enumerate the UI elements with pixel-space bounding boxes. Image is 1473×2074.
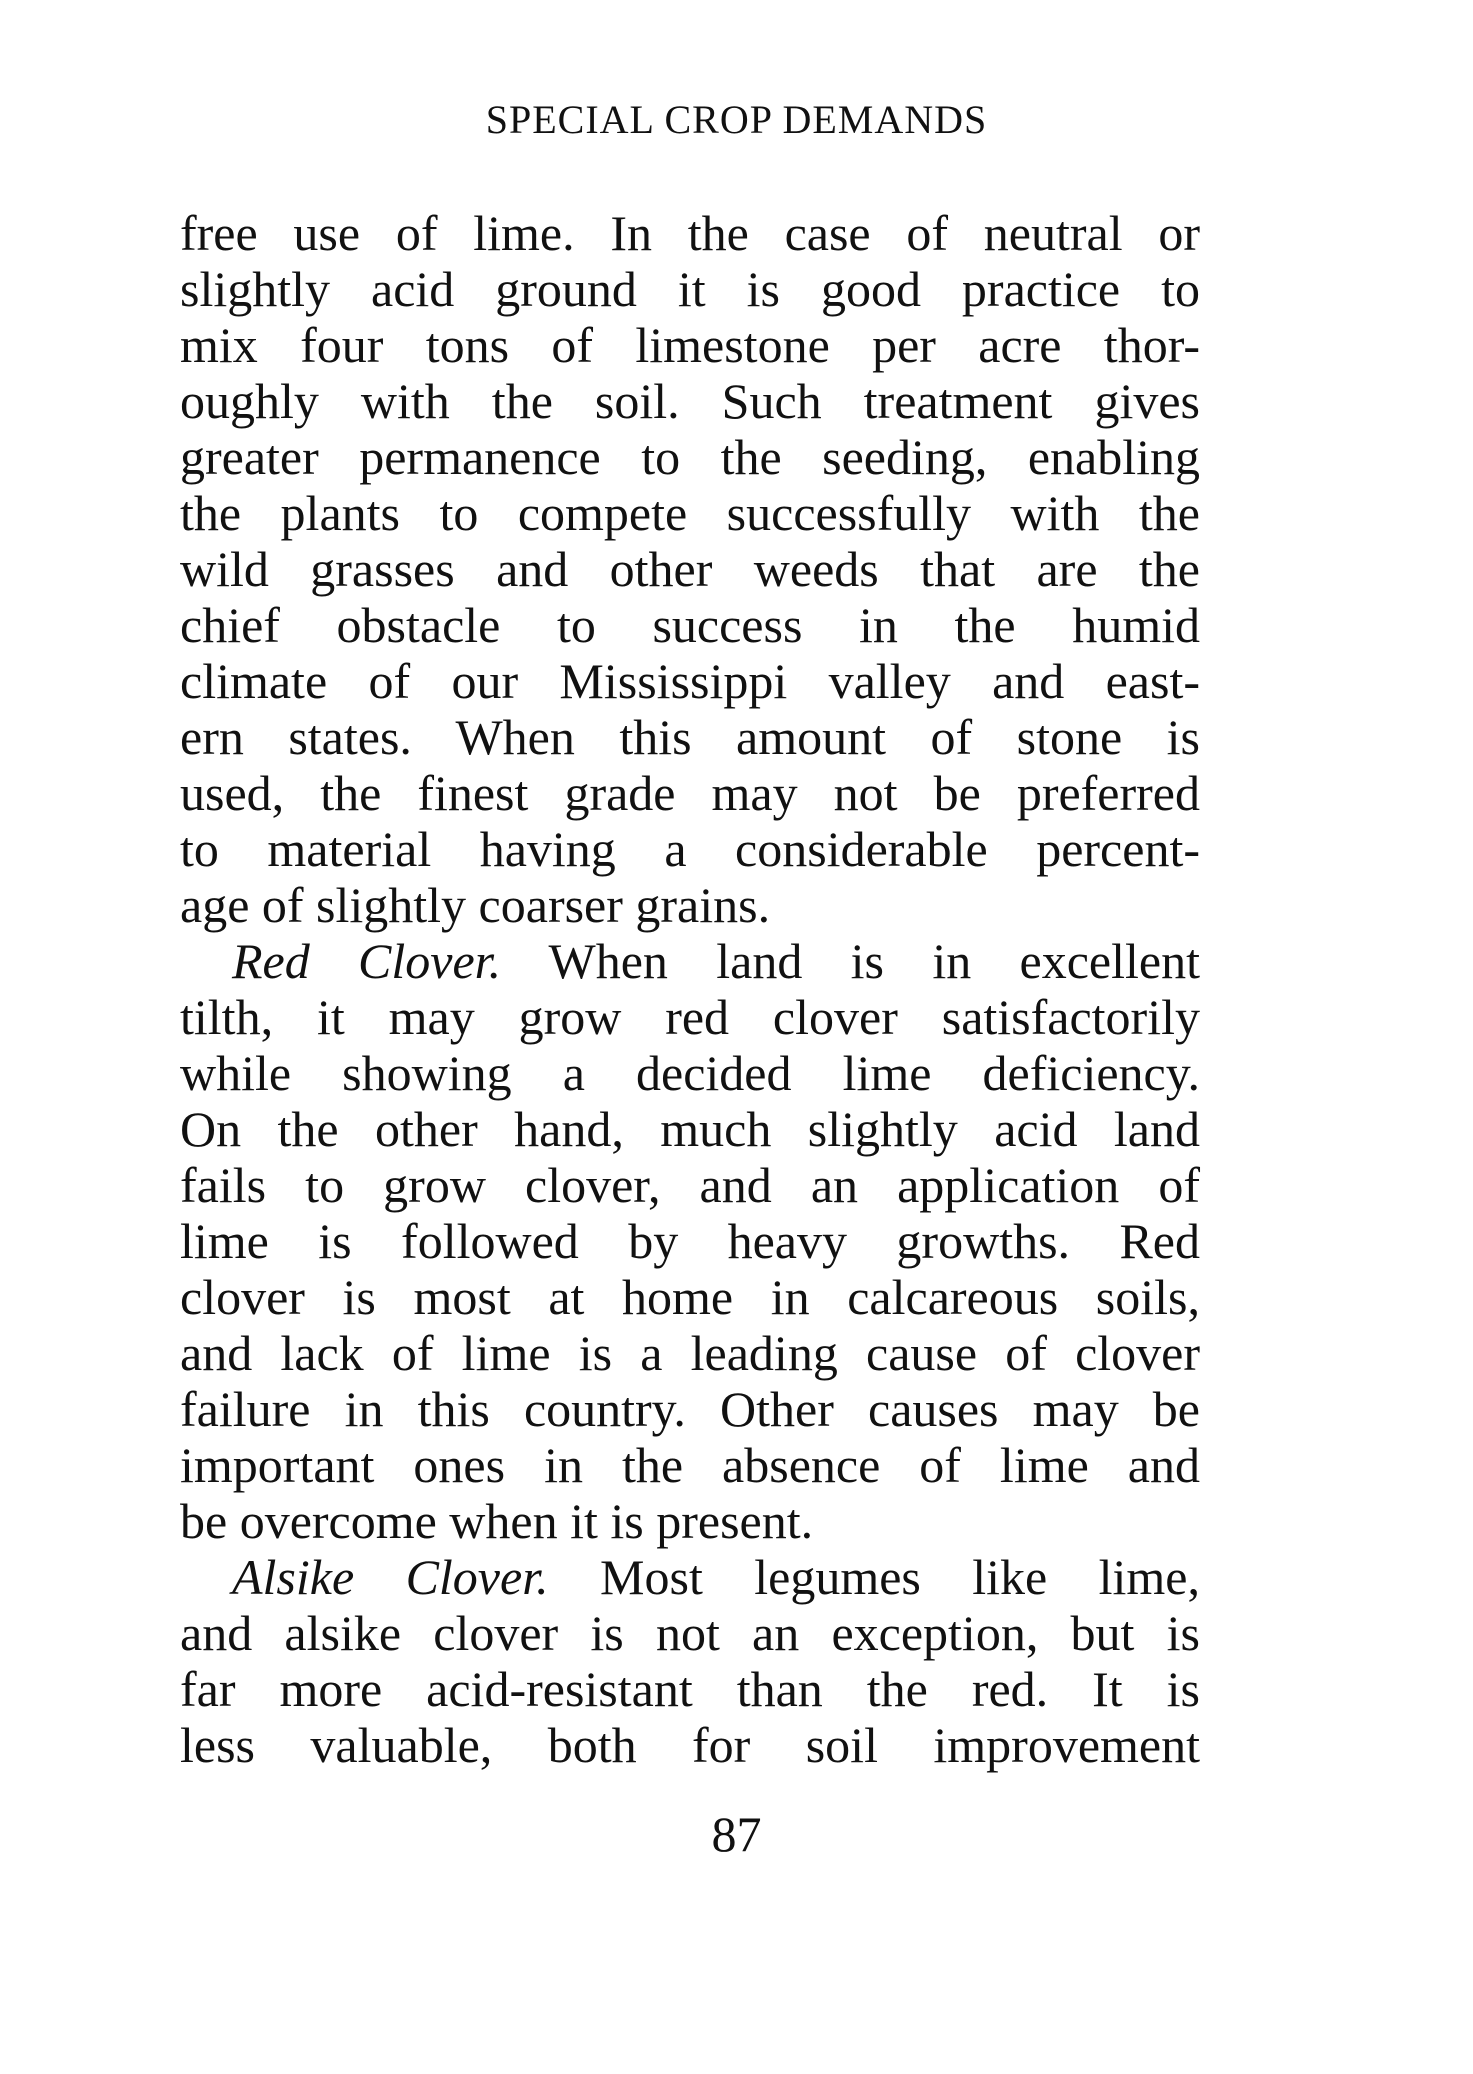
text-line: climate of our Mississippi valley and east- xyxy=(180,653,1200,709)
text-line: free use of lime. In the case of neutral or xyxy=(180,205,1200,261)
section-heading-red-clover: Red Clover. xyxy=(232,933,502,989)
text-line: be overcome when it is present. xyxy=(180,1493,814,1549)
text-line: On the other hand, much slightly acid land xyxy=(180,1101,1200,1157)
body-text xyxy=(180,205,1200,1773)
text-line: lime is followed by heavy growths. Red xyxy=(180,1213,1200,1269)
text-line: fails to grow clover, and an application of xyxy=(180,1157,1200,1213)
paragraph-red-clover xyxy=(180,933,1200,1549)
text-line: oughly with the soil. Such treatment gives xyxy=(180,373,1200,429)
text-line: and lack of lime is a leading cause of clover xyxy=(180,1325,1200,1381)
text-line: to material having a considerable percent- xyxy=(180,821,1200,877)
paragraph-continuation xyxy=(180,205,1200,933)
text-line: chief obstacle to success in the humid xyxy=(180,597,1200,653)
text-line: the plants to compete successfully with the xyxy=(180,485,1200,541)
text-line xyxy=(180,933,1200,989)
text-line: used, the finest grade may not be preferred xyxy=(180,765,1200,821)
text-line: wild grasses and other weeds that are the xyxy=(180,541,1200,597)
text-fragment: Most legumes like lime, xyxy=(548,1549,1201,1605)
text-line: greater permanence to the seeding, enabling xyxy=(180,429,1200,485)
paragraph-alsike-clover xyxy=(180,1549,1200,1773)
text-line: ern states. When this amount of stone is xyxy=(180,709,1200,765)
section-heading-alsike-clover: Alsike Clover. xyxy=(232,1549,549,1605)
text-line: tilth, it may grow red clover satisfactorily xyxy=(180,989,1200,1045)
text-line: mix four tons of limestone per acre thor- xyxy=(180,317,1200,373)
page-number: 87 xyxy=(711,1806,762,1862)
text-line: clover is most at home in calcareous soils, xyxy=(180,1269,1200,1325)
text-line xyxy=(180,1549,1200,1605)
text-line: far more acid-resistant than the red. It is xyxy=(180,1661,1200,1717)
text-line: and alsike clover is not an exception, but is xyxy=(180,1605,1200,1661)
text-line: failure in this country. Other causes may be xyxy=(180,1381,1200,1437)
text-fragment: When land is in excellent xyxy=(501,933,1200,989)
running-head: SPECIAL CROP DEMANDS xyxy=(485,97,988,142)
text-line: important ones in the absence of lime and xyxy=(180,1437,1200,1493)
text-line: age of slightly coarser grains. xyxy=(180,877,771,933)
text-line: slightly acid ground it is good practice to xyxy=(180,261,1200,317)
text-line: while showing a decided lime deficiency. xyxy=(180,1045,1200,1101)
text-line: less valuable, both for soil improvement xyxy=(180,1717,1200,1773)
